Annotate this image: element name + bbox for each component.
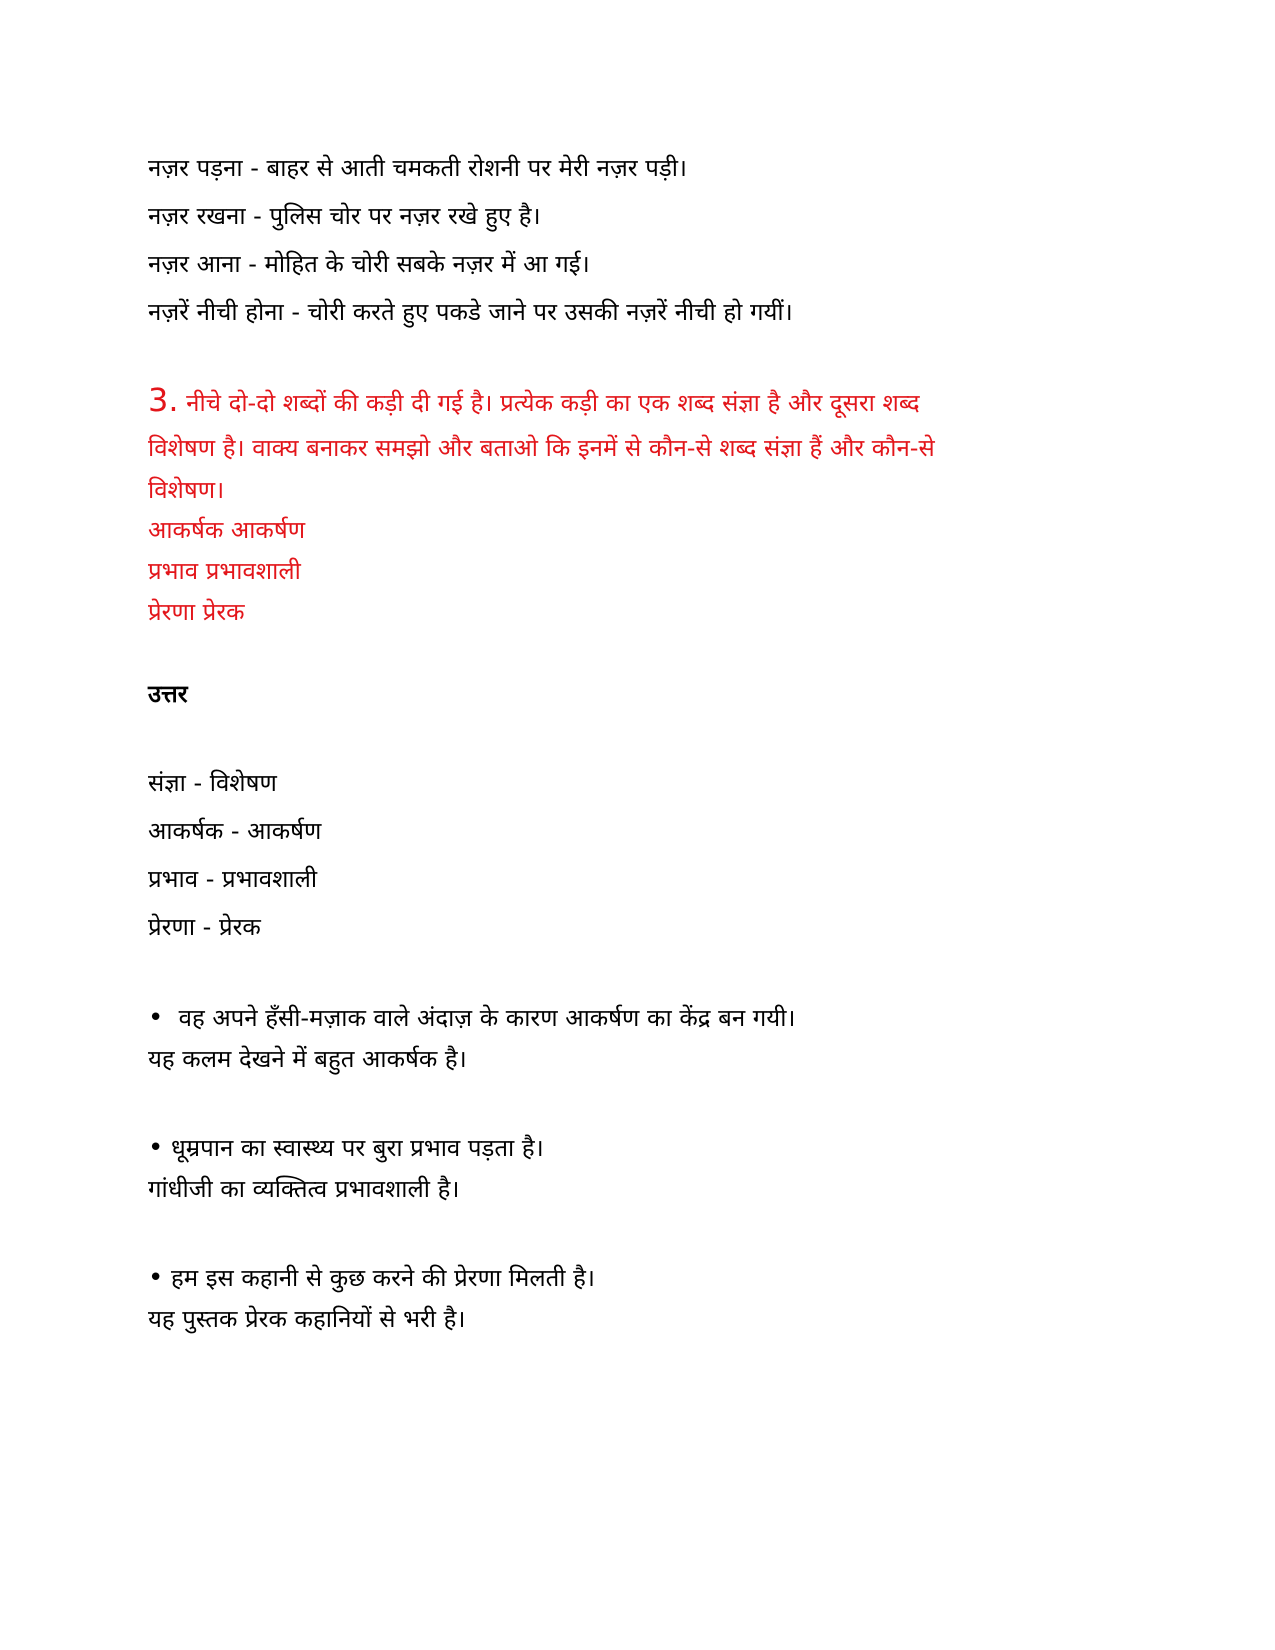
example-sentence: यह पुस्तक प्रेरक कहानियों से भरी है। — [148, 1305, 466, 1333]
example-sentence — [148, 1002, 796, 1034]
question-text: नीचे दो-दो शब्दों की कड़ी दी गई है। प्रत्येक कड़ी का एक शब्द संज्ञा है और दूसरा शब्द — [186, 389, 920, 417]
question-line: विशेषण। — [148, 476, 225, 504]
question-line — [148, 381, 920, 419]
example-text: वह अपने हँसी-मज़ाक वाले अंदाज़ के कारण आकर्षण का केंद्र बन गयी। — [178, 1004, 796, 1032]
example-text: धूम्रपान का स्वास्थ्य पर बुरा प्रभाव पड़ता है। — [170, 1134, 544, 1162]
bullet-icon: • — [148, 1133, 164, 1163]
answer-table-row: आकर्षक - आकर्षण — [148, 817, 322, 845]
word-pair: आकर्षक आकर्षण — [148, 516, 306, 544]
question-number: 3. — [148, 381, 179, 419]
idiom-line: नज़र रखना - पुलिस चोर पर नज़र रखे हुए है। — [148, 202, 541, 230]
idiom-line: नज़र आना - मोहित के चोरी सबके नज़र में आ गई। — [148, 250, 590, 278]
question-line: विशेषण है। वाक्य बनाकर समझो और बताओ कि इनमें से कौन-से शब्द संज्ञा हैं और कौन-से — [148, 434, 935, 462]
idiom-line: नज़रें नीची होना - चोरी करते हुए पकडे जाने पर उसकी नज़रें नीची हो गयीं। — [148, 298, 793, 326]
idiom-line: नज़र पड़ना - बाहर से आती चमकती रोशनी पर मेरी नज़र पड़ी। — [148, 154, 688, 182]
example-sentence: यह कलम देखने में बहुत आकर्षक है। — [148, 1045, 467, 1073]
answer-heading: उत्तर — [148, 680, 188, 708]
bullet-icon: • — [148, 1003, 164, 1033]
word-pair: प्रभाव प्रभावशाली — [148, 557, 301, 585]
example-sentence — [148, 1132, 544, 1164]
word-pair: प्रेरणा प्रेरक — [148, 598, 245, 626]
answer-table-row: प्रभाव - प्रभावशाली — [148, 865, 318, 893]
example-sentence: गांधीजी का व्यक्तित्व प्रभावशाली है। — [148, 1175, 460, 1203]
bullet-icon: • — [148, 1263, 164, 1293]
example-sentence — [148, 1262, 595, 1294]
example-text: हम इस कहानी से कुछ करने की प्रेरणा मिलती है। — [170, 1264, 595, 1292]
answer-table-row: प्रेरणा - प्रेरक — [148, 913, 261, 941]
answer-table-row: संज्ञा - विशेषण — [148, 769, 277, 797]
